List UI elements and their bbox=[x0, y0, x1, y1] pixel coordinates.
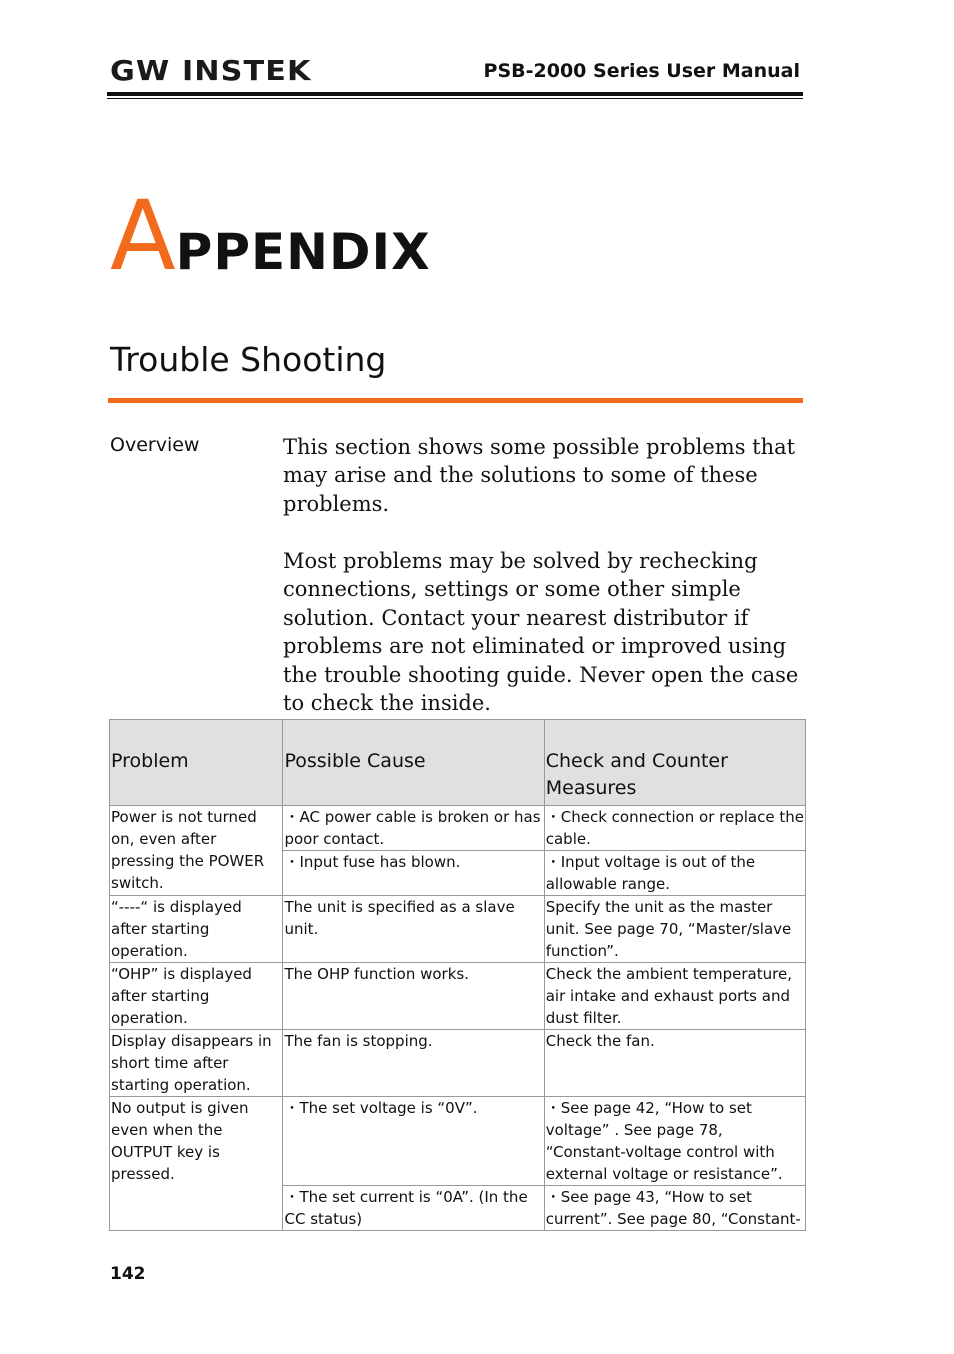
table-header-row bbox=[110, 720, 806, 806]
problem-cell: No output is given even when the OUTPUT key is pressed. bbox=[110, 1097, 283, 1231]
problem-cell: Display disappears in short time after starting operation. bbox=[110, 1030, 283, 1097]
chapter-title bbox=[110, 180, 431, 292]
table-row bbox=[110, 963, 806, 1030]
page-number: 142 bbox=[110, 1264, 146, 1284]
table-row bbox=[110, 896, 806, 963]
overview-paragraph-1: This section shows some possible problems that may arise and the solutions to some of these problems. bbox=[283, 435, 796, 516]
problem-cell: Power is not turned on, even after pressing the POWER switch. bbox=[110, 806, 283, 896]
header-possible-cause: Possible Cause bbox=[283, 720, 544, 806]
section-rule bbox=[108, 398, 803, 403]
measure-cell: Specify the unit as the master unit. See page 70, “Master/slave function”. bbox=[544, 896, 805, 963]
measure-cell: ・See page 43, “How to set current”. See page 80, “Constant- bbox=[544, 1186, 805, 1231]
header-problem: Problem bbox=[110, 720, 283, 806]
measure-cell: ・Input voltage is out of the allowable range. bbox=[544, 851, 805, 896]
problem-cell: “OHP” is displayed after starting operation. bbox=[110, 963, 283, 1030]
table-row bbox=[110, 1030, 806, 1097]
header-check-measures: Check and Counter Measures bbox=[544, 720, 805, 806]
header-rule-thin bbox=[107, 98, 803, 99]
overview-paragraph-2: Most problems may be solved by rechecking connections, settings or some other simple solution. Contact your nearest distributor if problems are not eliminated or improved using the trouble shooting guide. Never open the case to check the inside. bbox=[283, 549, 799, 716]
gw-instek-logo: GW INSTEK bbox=[110, 54, 312, 87]
overview-label: Overview bbox=[110, 434, 200, 456]
cause-cell: ・The set voltage is “0V”. bbox=[283, 1097, 544, 1186]
manual-title: PSB-2000 Series User Manual bbox=[483, 60, 800, 82]
chapter-rest: PPENDIX bbox=[175, 223, 431, 281]
cause-cell: The OHP function works. bbox=[283, 963, 544, 1030]
measure-cell: Check the fan. bbox=[544, 1030, 805, 1097]
measure-cell: ・See page 42, “How to set voltage” . See page 78, “Constant-voltage control with external voltage or resistance”. bbox=[544, 1097, 805, 1186]
cause-cell: ・AC power cable is broken or has poor contact. bbox=[283, 806, 544, 851]
cause-cell: The unit is specified as a slave unit. bbox=[283, 896, 544, 963]
cause-cell: The fan is stopping. bbox=[283, 1030, 544, 1097]
cause-cell: ・The set current is “0A”. (In the CC status) bbox=[283, 1186, 544, 1231]
problem-cell: “----“ is displayed after starting operation. bbox=[110, 896, 283, 963]
trouble-shooting-table bbox=[109, 719, 806, 1231]
header-rule bbox=[107, 92, 803, 96]
cause-cell: ・Input fuse has blown. bbox=[283, 851, 544, 896]
chapter-initial: A bbox=[110, 180, 176, 292]
section-title: Trouble Shooting bbox=[110, 340, 387, 379]
table-row bbox=[110, 1097, 806, 1186]
measure-cell: ・Check connection or replace the cable. bbox=[544, 806, 805, 851]
table-row bbox=[110, 806, 806, 851]
measure-cell: Check the ambient temperature, air intake and exhaust ports and dust filter. bbox=[544, 963, 805, 1030]
